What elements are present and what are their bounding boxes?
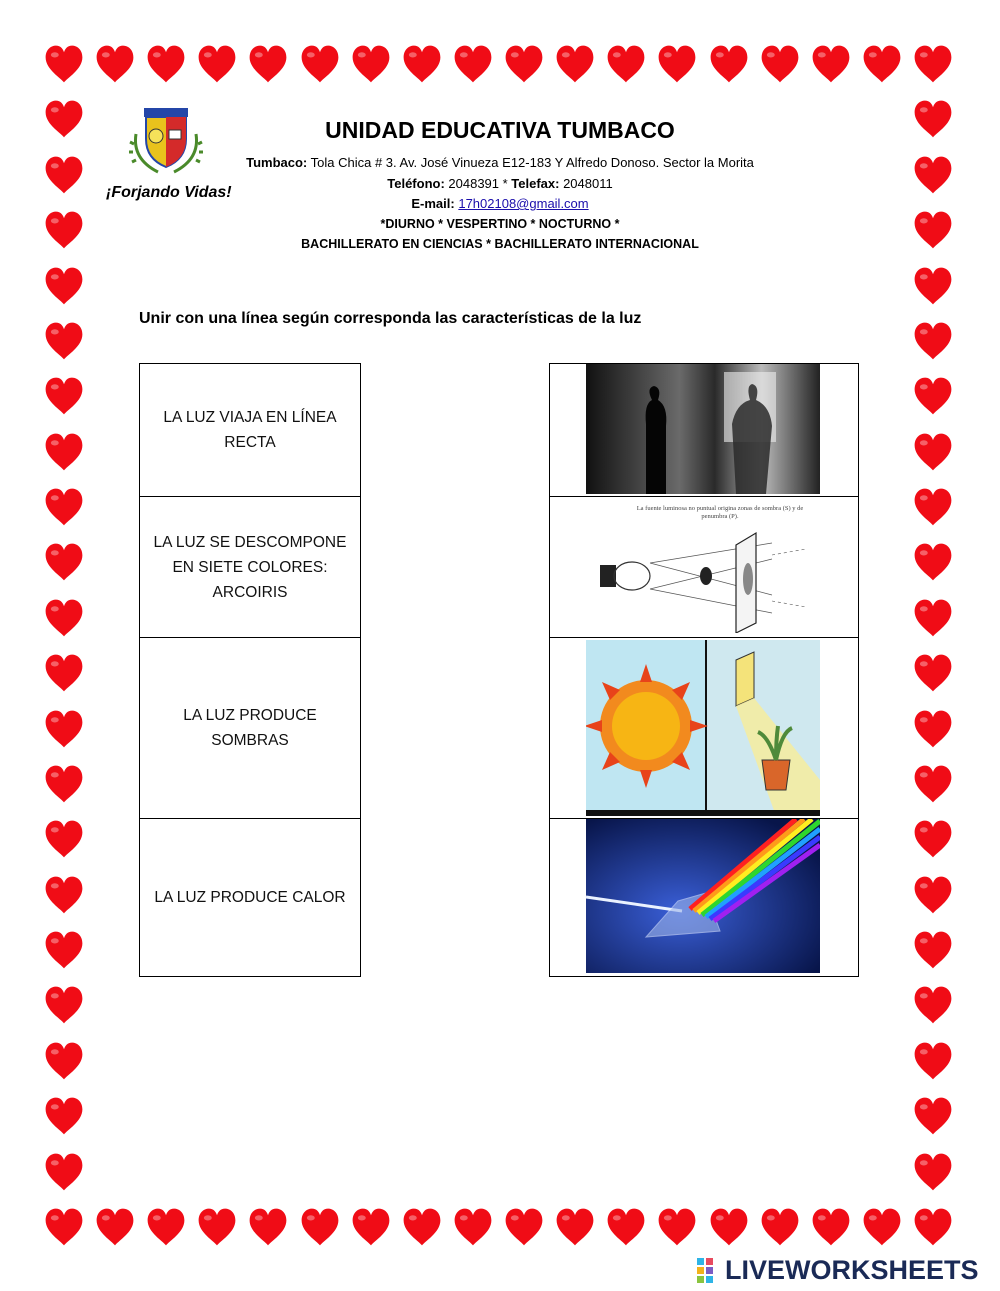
heart-icon: [912, 929, 954, 971]
heart-icon: [401, 1206, 443, 1248]
heart-icon: [708, 43, 750, 85]
diagram-caption: La fuente luminosa no puntual origina zonas de sombra (S) y de penumbra (P).: [636, 505, 804, 520]
heart-icon: [94, 43, 136, 85]
heart-icon: [605, 43, 647, 85]
heart-icon: [43, 818, 85, 860]
phone-label: Teléfono:: [387, 176, 445, 191]
watermark-text: LIVEWORKSHEETS: [725, 1254, 979, 1285]
address-label: Tumbaco:: [246, 155, 308, 170]
heart-icon: [708, 1206, 750, 1248]
heart-icon: [912, 708, 954, 750]
heart-icon: [94, 1206, 136, 1248]
liveworksheets-watermark: [697, 1255, 979, 1285]
heart-icon: [43, 874, 85, 916]
email-link[interactable]: 17h02108@gmail.com: [458, 196, 589, 211]
address-line: [0, 155, 1000, 170]
heart-icon: [656, 43, 698, 85]
heart-icon: [247, 1206, 289, 1248]
heart-icon: [810, 43, 852, 85]
match-right-item-3[interactable]: [549, 637, 859, 819]
heart-icon: [350, 1206, 392, 1248]
match-left-item-3[interactable]: [139, 637, 361, 819]
heart-icon: [912, 1151, 954, 1193]
match-right-item-1[interactable]: [549, 363, 859, 497]
heart-icon: [912, 43, 954, 85]
instruction-text: Unir con una línea según corresponda las características de la luz: [139, 310, 642, 327]
heart-icon: [299, 43, 341, 85]
heart-icon: [912, 486, 954, 528]
heart-icon: [912, 431, 954, 473]
heart-icon: [43, 708, 85, 750]
match-left-item-2[interactable]: [139, 496, 361, 638]
left-item-text: LA LUZ PRODUCE SOMBRAS: [183, 707, 317, 749]
heart-icon: [43, 320, 85, 362]
light-source-diagram-icon: [586, 525, 820, 633]
heart-icon: [912, 597, 954, 639]
heart-icon: [350, 43, 392, 85]
heart-icon: [912, 541, 954, 583]
heart-icon: [810, 1206, 852, 1248]
heart-icon: [196, 1206, 238, 1248]
fax-value: 2048011: [559, 176, 613, 191]
heart-icon: [912, 320, 954, 362]
heart-icon: [401, 43, 443, 85]
heart-icon: [912, 763, 954, 805]
heart-icon: [43, 486, 85, 528]
left-item-text: LA LUZ SE DESCOMPONE EN SIETE COLORES: ARCOIRIS: [153, 533, 347, 601]
heart-icon: [145, 1206, 187, 1248]
school-name: UNIDAD EDUCATIVA TUMBACO: [325, 117, 675, 143]
email-line: [0, 196, 1000, 211]
left-item-text: LA LUZ VIAJA EN LÍNEA RECTA: [163, 409, 337, 451]
heart-icon: [145, 43, 187, 85]
heart-icon: [452, 43, 494, 85]
heart-icon: [912, 874, 954, 916]
heart-icon: [912, 1095, 954, 1137]
email-label: E-mail:: [411, 196, 459, 211]
phone-value: 2048391 *: [444, 176, 512, 191]
school-motto: ¡Forjando Vidas!: [106, 184, 232, 201]
liveworksheets-logo-icon: [697, 1257, 723, 1283]
heart-icon: [43, 1040, 85, 1082]
heart-icon: [43, 1206, 85, 1248]
shadow-photo-icon: [586, 364, 820, 494]
heart-icon: [43, 984, 85, 1026]
heart-icon: [605, 1206, 647, 1248]
heart-icon: [656, 1206, 698, 1248]
heart-icon: [912, 984, 954, 1026]
heart-icon: [912, 652, 954, 694]
sun-and-window-light-icon: [586, 640, 820, 816]
heart-icon: [759, 43, 801, 85]
fax-label: Telefax:: [511, 176, 560, 191]
match-left-item-4[interactable]: [139, 818, 361, 977]
heart-icon: [43, 929, 85, 971]
heart-icon: [43, 375, 85, 417]
programs-line: BACHILLERATO EN CIENCIAS * BACHILLERATO INTERNACIONAL: [301, 237, 699, 251]
heart-icon: [43, 43, 85, 85]
heart-icon: [554, 1206, 596, 1248]
heart-icon: [912, 1206, 954, 1248]
left-item-text: LA LUZ PRODUCE CALOR: [154, 889, 346, 906]
heart-icon: [43, 265, 85, 307]
heart-icon: [759, 1206, 801, 1248]
heart-icon: [503, 43, 545, 85]
heart-icon: [503, 1206, 545, 1248]
phone-line: [0, 176, 1000, 191]
heart-icon: [912, 265, 954, 307]
heart-icon: [912, 818, 954, 860]
heart-icon: [861, 43, 903, 85]
heart-icon: [43, 431, 85, 473]
heart-icon: [43, 763, 85, 805]
match-left-item-1[interactable]: [139, 363, 361, 497]
match-right-item-2[interactable]: [549, 496, 859, 638]
heart-icon: [43, 1095, 85, 1137]
match-right-item-4[interactable]: [549, 818, 859, 977]
heart-icon: [247, 43, 289, 85]
heart-icon: [299, 1206, 341, 1248]
heart-icon: [861, 1206, 903, 1248]
heart-icon: [43, 541, 85, 583]
prism-rainbow-icon: [586, 819, 820, 973]
heart-icon: [554, 43, 596, 85]
heart-icon: [43, 652, 85, 694]
heart-icon: [43, 1151, 85, 1193]
schedule-line: *DIURNO * VESPERTINO * NOCTURNO *: [380, 217, 620, 231]
heart-icon: [196, 43, 238, 85]
heart-icon: [912, 375, 954, 417]
address-text: Tola Chica # 3. Av. José Vinueza E12-183 Y Alfredo Donoso. Sector la Morita: [307, 155, 754, 170]
heart-icon: [452, 1206, 494, 1248]
heart-icon: [43, 597, 85, 639]
heart-icon: [912, 1040, 954, 1082]
